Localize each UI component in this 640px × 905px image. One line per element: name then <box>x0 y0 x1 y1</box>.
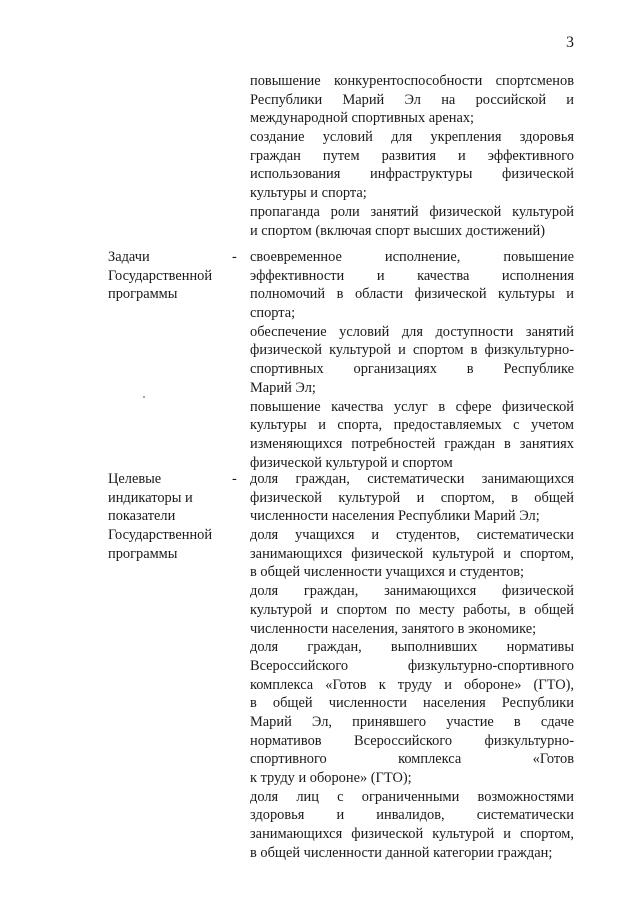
text-line: граждан путем развития и эффективного <box>250 147 574 164</box>
text-line: занимающихся физической культурой и спортом, <box>250 545 574 562</box>
text-line: к труду и обороне» (ГТО); <box>250 770 412 786</box>
text-line: комплекса «Готов к труду и обороне» (ГТО), <box>250 676 574 693</box>
text-line: Марий Эл; <box>250 379 316 396</box>
list-item <box>250 398 574 473</box>
scan-speck <box>143 396 145 398</box>
section-label-line: Государственной <box>108 267 213 284</box>
list-item <box>250 323 574 398</box>
text-line: повышение конкурентоспособности спортсменов <box>250 73 574 89</box>
list-item <box>250 788 574 863</box>
list-item <box>250 128 574 203</box>
page-number: 3 <box>566 34 574 51</box>
text-line: Всероссийского физкультурно-спортивного <box>250 657 574 674</box>
text-line: доля лиц с ограниченными возможностями <box>250 788 574 805</box>
list-item <box>250 72 574 128</box>
text-line: пропаганда роли занятий физической культурой <box>250 203 574 220</box>
list-item <box>250 470 574 526</box>
section-label-line: Государственной <box>108 527 213 544</box>
list-item <box>250 526 574 582</box>
text-line: Республики Марий Эл на российской и <box>250 91 574 108</box>
list-item <box>250 248 574 323</box>
section-label-line: программы <box>108 286 178 303</box>
text-line: численности населения, занятого в экономике; <box>250 620 537 637</box>
section-content <box>250 72 574 240</box>
text-line: доля граждан, занимающихся физической <box>250 583 574 600</box>
text-line: спорта; <box>250 305 296 322</box>
text-line: и спортом (включая спорт высших достижений) <box>250 222 546 239</box>
text-line: международной спортивных аренах; <box>250 110 475 127</box>
text-line: в общей численности данной категории граждан; <box>250 844 553 861</box>
text-line: доля граждан, выполнивших нормативы <box>250 639 574 656</box>
section-label <box>108 470 238 564</box>
text-line: спортивных организациях в Республике <box>250 361 574 378</box>
list-item <box>250 582 574 638</box>
list-item <box>250 638 574 788</box>
text-line: занимающихся физической культурой и спортом, <box>250 826 574 843</box>
text-line: полномочий в области физической культуры и <box>250 286 574 303</box>
section-label-line: Целевые <box>108 471 162 487</box>
section-label <box>108 248 238 304</box>
section-label-line: программы <box>108 545 178 562</box>
text-line: изменяющихся потребностей граждан в занятиях <box>250 435 574 452</box>
label-dash: - <box>232 249 237 265</box>
text-line: использования инфраструктуры физической <box>250 166 574 183</box>
text-line: нормативов Всероссийского физкультурно- <box>250 732 574 749</box>
text-line: физической культурой и спортом <box>250 454 453 471</box>
text-line: в общей численности населения Республики <box>250 695 574 712</box>
section-label-line: показатели <box>108 508 176 525</box>
text-line: здоровья и инвалидов, систематически <box>250 807 574 824</box>
section-content <box>250 470 574 862</box>
text-line: культуры и спорта, предоставляемых с учетом <box>250 417 574 434</box>
text-line: культурой и спортом по месту работы, в общей <box>250 601 574 618</box>
text-line: эффективности и качества исполнения <box>250 267 574 284</box>
text-line: культуры и спорта; <box>250 185 367 202</box>
text-line: в общей численности учащихся и студентов; <box>250 564 525 581</box>
text-line: повышение качества услуг в сфере физической <box>250 398 574 415</box>
text-line: Марий Эл, принявшего участие в сдаче <box>250 713 574 730</box>
text-line: доля граждан, систематически занимающихся <box>250 471 574 487</box>
text-line: спортивного комплекса «Готов <box>250 751 574 768</box>
label-dash: - <box>232 471 237 487</box>
text-line: создание условий для укрепления здоровья <box>250 129 574 146</box>
section-label-line: индикаторы и <box>108 489 193 506</box>
text-line: физической культурой и спортом в физкультурно- <box>250 342 574 359</box>
text-line: физической культурой и спортом, в общей <box>250 489 574 506</box>
section-content <box>250 248 574 472</box>
text-line: своевременное исполнение, повышение <box>250 249 574 265</box>
list-item <box>250 203 574 240</box>
section-label-line: Задачи <box>108 249 150 265</box>
text-line: численности населения Республики Марий Эл; <box>250 508 540 525</box>
text-line: обеспечение условий для доступности занятий <box>250 323 574 340</box>
text-line: доля учащихся и студентов, систематически <box>250 527 574 544</box>
